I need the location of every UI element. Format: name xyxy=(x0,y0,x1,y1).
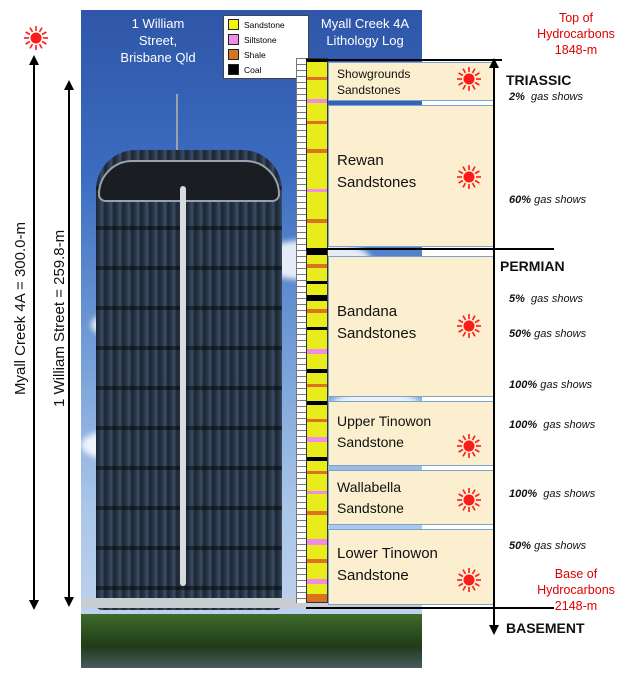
gas-text: gas shows xyxy=(534,194,587,206)
period-permian: PERMIAN xyxy=(500,258,565,274)
tower-spine xyxy=(180,186,186,586)
sun-icon xyxy=(23,25,49,51)
log-title: Myall Creek 4A Lithology Log xyxy=(320,16,410,48)
gas-pct: 50% xyxy=(509,328,532,340)
arrow-up-icon xyxy=(489,58,499,68)
depth-ticks xyxy=(296,58,306,603)
coal-stripe xyxy=(307,281,327,284)
building-height-label: 1 William Street = 259.8-m xyxy=(51,227,68,410)
shale-stripe xyxy=(307,309,327,313)
period-triassic: TRIASSIC xyxy=(506,72,572,88)
period-basement: BASEMENT xyxy=(506,620,585,636)
siltstone-stripe xyxy=(307,437,327,442)
siltstone-stripe xyxy=(307,579,327,584)
base-hydrocarbons-line xyxy=(306,607,554,609)
gas-text: gas shows xyxy=(540,379,593,391)
gas-show xyxy=(509,194,586,206)
legend-label: Coal xyxy=(244,64,262,75)
siltstone-stripe xyxy=(307,99,327,103)
coal-stripe xyxy=(307,457,327,461)
gas-show xyxy=(509,488,595,500)
lithology-column xyxy=(306,58,328,603)
gas-show xyxy=(509,91,583,103)
formation-label: Showgrounds Sandstones xyxy=(337,67,411,97)
shale-stripe xyxy=(307,149,327,153)
siltstone-stripe xyxy=(307,539,327,545)
sun-icon xyxy=(456,433,482,459)
sun-icon xyxy=(456,567,482,593)
gas-pct: 100% xyxy=(509,419,538,431)
formation-label: Bandana Sandstones xyxy=(337,303,417,342)
top-hydrocarbons-label: Top of Hydrocarbons 1848-m xyxy=(537,11,615,57)
formation-label: Rewan Sandstones xyxy=(337,152,417,191)
legend-swatch xyxy=(228,49,239,60)
shale-stripe xyxy=(307,77,327,80)
gas-text: gas shows xyxy=(543,488,596,500)
shale-stripe xyxy=(307,471,327,474)
well-height-line xyxy=(33,62,35,602)
tower-floor-bands xyxy=(96,150,282,610)
sun-icon xyxy=(456,487,482,513)
trees-foreground xyxy=(81,614,422,668)
sun-icon xyxy=(456,313,482,339)
tower-crown xyxy=(98,160,280,202)
shale-stripe xyxy=(307,264,327,268)
gas-pct: 100% xyxy=(509,488,538,500)
gas-text: gas shows xyxy=(543,419,596,431)
shale-stripe xyxy=(307,511,327,515)
gas-text: gas shows xyxy=(531,91,584,103)
coal-stripe xyxy=(307,401,327,405)
shale-stripe xyxy=(307,121,327,124)
gas-show xyxy=(509,293,583,305)
sun-icon xyxy=(456,66,482,92)
arrow-down-icon xyxy=(64,597,74,607)
siltstone-stripe xyxy=(307,349,327,354)
arrow-down-icon xyxy=(489,625,499,635)
gas-text: gas shows xyxy=(534,540,587,552)
gas-text: gas shows xyxy=(534,328,587,340)
gas-show xyxy=(509,419,595,431)
top-hydrocarbons-line xyxy=(306,59,502,61)
gas-show xyxy=(509,379,592,391)
legend-item-siltstone xyxy=(228,33,277,46)
shale-stripe xyxy=(307,559,327,563)
legend-label: Shale xyxy=(244,49,266,60)
well-height-label: Myall Creek 4A = 300.0-m xyxy=(12,219,29,398)
arrow-up-icon xyxy=(64,80,74,90)
formation-label: Upper Tinowon Sandstone xyxy=(337,413,432,450)
siltstone-stripe xyxy=(307,189,327,192)
legend-item-coal xyxy=(228,63,261,76)
gas-pct: 100% xyxy=(509,379,538,391)
gas-show xyxy=(509,540,586,552)
legend-item-shale xyxy=(228,48,266,61)
legend-item-sandstone xyxy=(228,18,285,31)
legend-swatch xyxy=(228,34,239,45)
gas-pct: 60% xyxy=(509,194,532,206)
shale-stripe xyxy=(307,419,327,422)
legend-swatch xyxy=(228,64,239,75)
coal-stripe xyxy=(307,295,327,301)
shale-stripe xyxy=(307,219,327,223)
arrow-up-icon xyxy=(29,55,39,65)
base-hydrocarbons-label: Base of Hydrocarbons 2148-m xyxy=(537,567,615,613)
coal-stripe xyxy=(307,369,327,373)
gas-pct: 50% xyxy=(509,540,532,552)
gas-text: gas shows xyxy=(531,293,584,305)
formation-label: Lower Tinowon Sandstone xyxy=(337,545,438,584)
triassic-permian-boundary xyxy=(306,248,554,250)
building-label: 1 William Street, Brisbane Qld xyxy=(120,16,196,65)
shale-stripe xyxy=(307,594,327,603)
depth-axis-line xyxy=(493,66,495,626)
legend-label: Siltstone xyxy=(244,34,277,45)
gas-pct: 2% xyxy=(509,91,525,103)
legend-swatch xyxy=(228,19,239,30)
coal-stripe xyxy=(307,327,327,330)
formation-label: Wallabella Sandstone xyxy=(337,479,404,516)
legend-label: Sandstone xyxy=(244,19,285,30)
siltstone-stripe xyxy=(307,491,327,494)
shale-stripe xyxy=(307,384,327,387)
gas-pct: 5% xyxy=(509,293,525,305)
arrow-down-icon xyxy=(29,600,39,610)
sun-icon xyxy=(456,164,482,190)
building-height-line xyxy=(68,88,70,600)
gas-show xyxy=(509,328,586,340)
